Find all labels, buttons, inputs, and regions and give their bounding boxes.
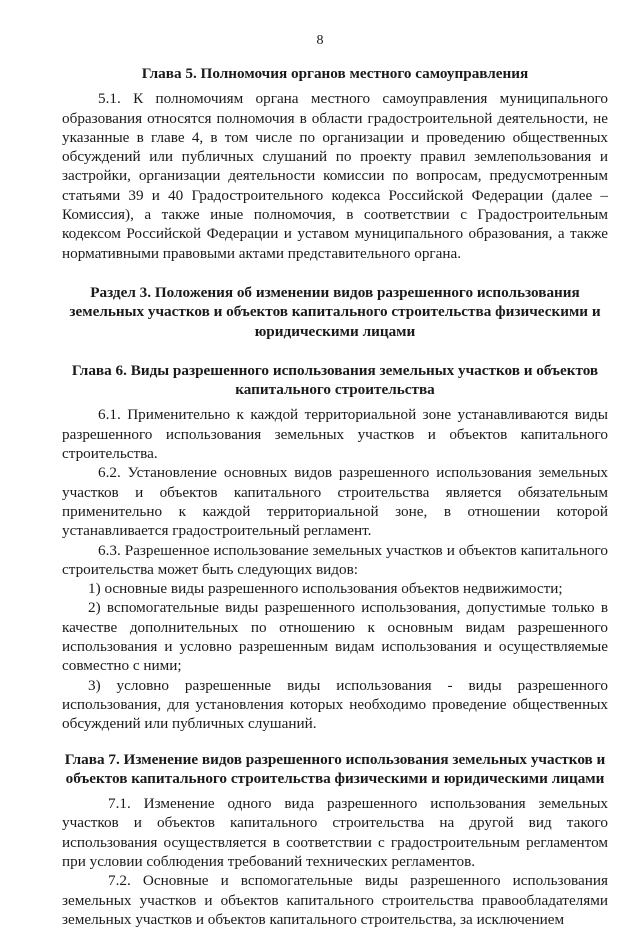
- list-item-2: 2) вспомогательные виды разрешенного использования, допустимые только в качестве дополнительных по отношению к основным видам разрешенного использования и условно разрешенным видам использования и осуществляемые совместно с ними;: [62, 599, 608, 675]
- list-item-3: 3) условно разрешенные виды использования - виды разрешенного использования, для установления которых необходимо проведение общественных обсуждений или публичных слушаний.: [62, 676, 608, 733]
- paragraph-6-1: 6.1. Применительно к каждой территориальной зоне устанавливаются виды разрешенного использования земельных участков и объектов капитального строительства.: [62, 406, 608, 463]
- section-3-heading: Раздел 3. Положения об изменении видов разрешенного использования земельных участков и объектов капитального строительства физическими и юридическими лицами: [69, 283, 601, 340]
- paragraph-5-1: 5.1. К полномочиям органа местного самоуправления муниципального образования относятся полномочия в области градостроительной деятельности, не указанные в главе 4, в том числе по организации и проведению общественных обсуждений или публичных слушаний по проекту правил землепользования и застройки, организации деятельности комиссии по вопросам, предусмотренным статьями 39 и 40 Градостроительного кодекса Российской Федерации (далее – Комиссия), а также иные полномочия, в соответствии с Градостроительным кодексом Российской Федерации и уставом муниципального образования, а также нормативными правовыми актами представительного органа.: [62, 90, 608, 262]
- chapter-5-heading: Глава 5. Полномочия органов местного самоуправления: [141, 65, 529, 82]
- chapter-7-heading: Глава 7. Изменение видов разрешенного использования земельных участков и объектов капитального строительства физическими и юридическими лицами: [64, 750, 606, 787]
- paragraph-7-1: 7.1. Изменение одного вида разрешенного использования земельных участков и объектов капитального строительства на другой вид такого использования осуществляется в соответствии с градостроительным регламентом при условии соблюдения требований технических регламентов.: [62, 795, 608, 870]
- document-body: [62, 64, 608, 929]
- list-item-1: 1) основные виды разрешенного использования объектов недвижимости;: [88, 580, 563, 598]
- paragraph-6-2: 6.2. Установление основных видов разрешенного использования земельных участков и объектов капитального строительства является обязательным применительно к каждой территориальной зоне, в отношении которой устанавливается градостроительный регламент.: [62, 464, 608, 540]
- paragraph-7-2: 7.2. Основные и вспомогательные виды разрешенного использования земельных участков и объектов капитального строительства правообладателями земельных участков и объектов капитального строительства, за исключением: [62, 872, 608, 928]
- page-number: 8: [316, 33, 324, 48]
- chapter-6-heading: Глава 6. Виды разрешенного использования земельных участков и объектов капитального строительства: [71, 361, 599, 399]
- paragraph-6-3: 6.3. Разрешенное использование земельных участков и объектов капитального строительства может быть следующих видов:: [62, 541, 608, 578]
